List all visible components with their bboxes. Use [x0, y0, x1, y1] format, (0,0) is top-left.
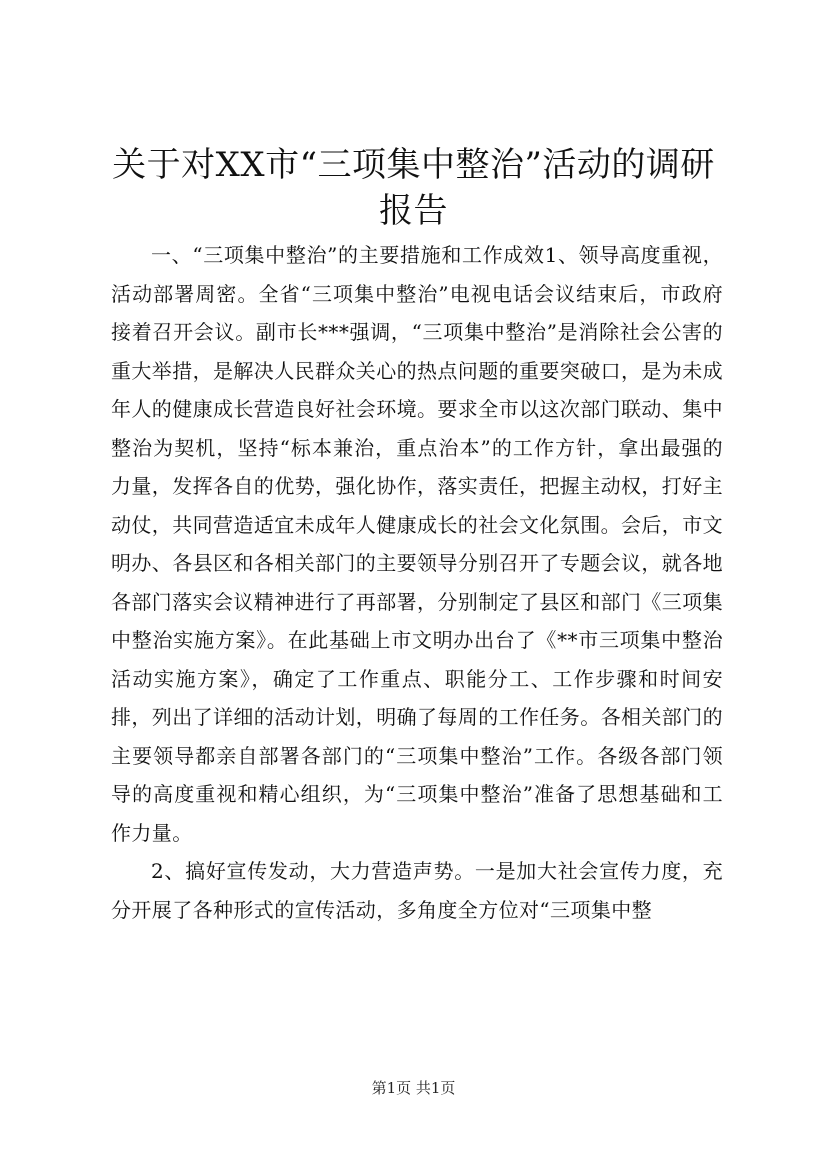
body-paragraph-1: 一、“三项集中整治”的主要措施和工作成效1、领导高度重视，活动部署周密。全省“三项集中整治”电视电话会议结束后，市政府接着召开会议。副市长***强调，“三项集中整治”是消除社会公害的重大举措，是解决人民群众关心的热点问题的重要突破口，是为未成年人的健康成长营造良好社会环境。要求全市以这次部门联动、集中整治为契机，坚持“标本兼治，重点治本”的工作方针，拿出最强的力量，发挥各自的优势，强化协作，落实责任，把握主动权，打好主动仗，共同营造适宜未成年人健康成长的社会文化氛围。会后，市文明办、各县区和各相关部门的主要领导分别召开了专题会议，就各地各部门落实会议精神进行了再部署，分别制定了县区和部门《三项集中整治实施方案》。在此基础上市文明办出台了《**市三项集中整治活动实施方案》，确定了工作重点、职能分工、工作步骤和时间安排，列出了详细的活动计划，明确了每周的工作任务。各相关部门的主要领导都亲自部署各部门的“三项集中整治”工作。各级各部门领导的高度重视和精心组织，为“三项集中整治”准备了思想基础和工作力量。	[111, 243, 723, 845]
body-paragraph-2: 2、搞好宣传发动，大力营造声势。一是加大社会宣传力度，充分开展了各种形式的宣传活动，多角度全方位对“三项集中整	[111, 859, 723, 922]
document-body	[111, 236, 723, 929]
page-number-footer: 第1页 共1页	[371, 1079, 456, 1097]
document-title: 关于对XX市“三项集中整治”活动的调研报告	[112, 145, 715, 231]
